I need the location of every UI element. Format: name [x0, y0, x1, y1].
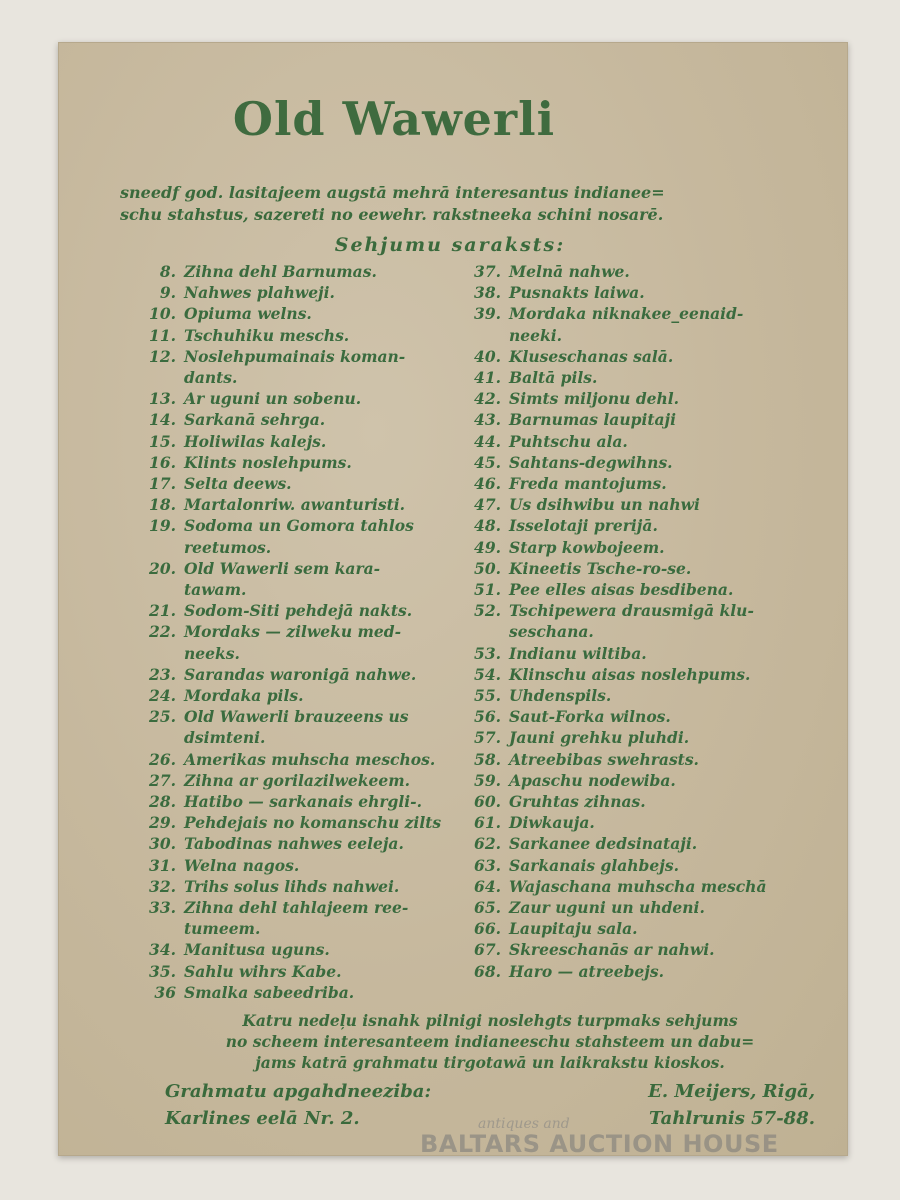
list-item	[465, 877, 767, 896]
list-item-number: 62.	[474, 834, 501, 854]
list-item	[465, 601, 754, 620]
list-item-title: Opiuma welns.	[184, 304, 312, 324]
list-item-number: 17.	[149, 474, 176, 493]
list-item-title: tumeem.	[184, 919, 261, 939]
issue-list-left	[140, 262, 500, 1002]
list-item-number: 29.	[149, 813, 176, 833]
list-item-title: Zaur uguni un uhdeni.	[509, 898, 705, 917]
list-item-number: 13.	[149, 389, 176, 409]
list-item	[140, 601, 412, 620]
list-item	[465, 283, 645, 302]
list-item-number: 31.	[149, 855, 176, 875]
list-item	[465, 644, 647, 663]
list-item	[465, 919, 638, 938]
issue-list-right	[465, 262, 825, 982]
list-item	[140, 559, 380, 578]
list-item-title: Puhtschu ala.	[509, 431, 628, 451]
list-item-number: 60.	[474, 792, 501, 811]
list-item-title: Manitusa uguns.	[184, 940, 330, 960]
list-item-title: Haro — atreebejs.	[509, 961, 665, 981]
list-item	[465, 347, 673, 366]
list-item-title: Ar uguni un sobenu.	[184, 389, 362, 409]
list-item	[140, 898, 408, 917]
list-item-title: Sarkanais glahbejs.	[509, 855, 679, 875]
list-item-continuation	[140, 919, 260, 938]
list-item-title: dsimteni.	[184, 728, 266, 748]
list-item-title: Pee elles aisas besdibena.	[509, 580, 734, 599]
list-item-title: Mordaka niknakee_eenaid-	[509, 304, 744, 324]
list-item-title: Selta deews.	[184, 474, 292, 493]
list-item	[465, 940, 715, 959]
list-item-number: 33.	[149, 898, 176, 917]
list-item-number: 49.	[474, 537, 501, 557]
list-item-number: 38.	[474, 283, 501, 303]
list-item-number: 43.	[474, 410, 501, 430]
list-item-number: 42.	[474, 389, 501, 409]
list-item-title: Smalka sabeedriba.	[184, 982, 355, 1002]
list-item-number: 40.	[474, 346, 501, 366]
list-item	[140, 453, 352, 472]
list-item-number: 51.	[474, 580, 501, 599]
list-item	[140, 410, 325, 429]
list-item-title: Pehdejais no komanschu zilts	[184, 813, 442, 833]
list-item-continuation	[140, 728, 265, 747]
list-item-number: 48.	[474, 516, 501, 536]
list-item-title: Uhdenspils.	[509, 686, 612, 705]
weekly-notice	[165, 1010, 815, 1073]
list-item-title: Tabodinas nahwes eeleja.	[184, 834, 404, 854]
list-item	[140, 834, 404, 853]
list-item	[140, 665, 416, 684]
list-item-title: Wajaschana muhscha meschā	[509, 876, 767, 896]
list-item	[465, 389, 679, 408]
publisher-name: Grahmatu apgahdneeziba:	[165, 1081, 432, 1102]
list-item	[465, 368, 597, 387]
list-item-number: 45.	[474, 452, 501, 472]
list-item	[140, 750, 435, 769]
list-item-number: 12.	[149, 346, 176, 366]
publisher-line-1	[165, 1078, 815, 1105]
list-item	[140, 792, 422, 811]
list-item	[140, 495, 405, 514]
list-item-number: 37.	[474, 262, 501, 281]
list-item-continuation	[140, 580, 246, 599]
list-item-title: Sodoma un Gomora tahlos	[184, 516, 414, 536]
watermark-subtext: antiques and	[478, 1116, 570, 1132]
list-item-number: 68.	[474, 961, 501, 981]
list-item-title: dants.	[184, 368, 238, 387]
list-item	[140, 771, 410, 790]
list-item	[140, 813, 441, 832]
list-item-number: 30.	[149, 834, 176, 854]
list-item	[140, 622, 401, 641]
notice-line: Katru nedeļu isnahk pilnigi noslehgts turpmaks sehjums	[242, 1011, 738, 1030]
list-item-number: 16.	[149, 452, 176, 472]
list-item-number: 61.	[474, 813, 501, 833]
list-item	[140, 474, 292, 493]
list-item-title: Martalonriw. awanturisti.	[184, 495, 406, 515]
list-item-number: 52.	[474, 601, 501, 621]
list-item-title: Skreeschanās ar nahwi.	[509, 940, 715, 960]
list-item-title: Simts miljonu dehl.	[509, 389, 680, 409]
list-item-title: Mordaks — zilweku med-	[184, 622, 402, 642]
list-item-title: Sarkanee dedsinataji.	[509, 834, 698, 854]
list-item-title: Tschuhiku meschs.	[184, 325, 350, 345]
list-item	[465, 771, 676, 790]
list-item-number: 44.	[474, 431, 501, 451]
list-item-title: Sahtans-degwihns.	[509, 452, 673, 472]
list-item-number: 18.	[149, 495, 176, 515]
list-item	[465, 856, 679, 875]
list-item-title: Saut-Forka wilnos.	[509, 707, 671, 727]
list-item-number: 21.	[149, 601, 176, 621]
list-item-title: Klinschu aisas noslehpums.	[509, 664, 751, 684]
list-item	[465, 495, 700, 514]
list-item-number: 9.	[159, 283, 176, 303]
list-item-number: 64.	[474, 876, 501, 896]
list-item-number: 25.	[149, 707, 176, 727]
list-item	[140, 262, 377, 281]
list-item-continuation	[140, 368, 237, 387]
list-item-continuation	[465, 326, 562, 345]
list-item-title: Trihs solus lihds nahwei.	[184, 876, 400, 896]
list-item	[140, 304, 312, 323]
list-item-number: 32.	[149, 876, 176, 896]
list-item-number: 41.	[474, 368, 501, 387]
list-item-title: Barnumas laupitaji	[509, 410, 677, 430]
list-item	[140, 877, 399, 896]
list-item	[465, 262, 630, 281]
list-item	[140, 856, 299, 875]
list-item	[140, 707, 409, 726]
list-item-number: 23.	[149, 664, 176, 684]
list-item-number: 63.	[474, 855, 501, 875]
list-item-title: Us dsihwibu un nahwi	[509, 495, 700, 515]
list-item-title: Pusnakts laiwa.	[509, 283, 645, 303]
list-item-title: Nahwes plahweji.	[184, 283, 335, 303]
series-title: Old Wawerli	[232, 92, 556, 146]
list-item	[465, 686, 611, 705]
list-item-number: 54.	[474, 664, 501, 684]
list-item-title: Jauni grehku pluhdi.	[509, 728, 690, 748]
list-item-number: 24.	[149, 686, 176, 705]
list-item	[465, 750, 699, 769]
list-item	[465, 559, 691, 578]
list-item-title: Welna nagos.	[184, 855, 300, 875]
list-item-continuation	[465, 622, 594, 641]
list-item-title: Diwkauja.	[509, 813, 595, 833]
list-item-title: Sodom-Siti pehdejā nakts.	[184, 601, 413, 621]
intro-line: schu stahstus, sazereti no eewehr. rakstneeka schini nosarē.	[120, 205, 664, 224]
list-item-title: Melnā nahwe.	[509, 262, 630, 281]
list-item-title: tawam.	[184, 580, 247, 599]
list-item	[465, 962, 664, 981]
list-item-title: Baltā pils.	[509, 368, 598, 387]
list-item	[465, 834, 697, 853]
list-item-number: 10.	[149, 304, 176, 324]
list-item	[140, 962, 341, 981]
list-item-title: Old Wawerli sem kara-	[184, 558, 381, 578]
list-item-title: Gruhtas zihnas.	[509, 792, 646, 811]
list-item	[140, 686, 303, 705]
list-item	[465, 453, 673, 472]
list-item	[465, 432, 628, 451]
list-item-number: 58.	[474, 749, 501, 769]
list-item-number: 56.	[474, 707, 501, 727]
list-item	[465, 516, 658, 535]
list-item-number: 11.	[149, 325, 176, 345]
list-item-title: neeks.	[184, 643, 240, 663]
list-item-title: Starp kowbojeem.	[509, 537, 665, 557]
list-item	[140, 389, 361, 408]
list-item-number: 34.	[149, 940, 176, 960]
list-item-number: 14.	[149, 410, 176, 430]
list-item-title: Kluseschanas salā.	[509, 346, 674, 366]
list-item-title: Sahlu wihrs Kabe.	[184, 961, 342, 981]
list-item	[465, 898, 705, 917]
list-item	[465, 580, 733, 599]
list-item-number: 46.	[474, 474, 501, 493]
list-item-number: 28.	[149, 792, 176, 811]
list-item-title: reetumos.	[184, 537, 272, 557]
list-item-number: 50.	[474, 558, 501, 578]
publisher-phone: Tahlrunis 57-88.	[649, 1108, 815, 1129]
list-item-number: 36	[154, 982, 176, 1002]
list-item-number: 19.	[149, 516, 176, 536]
list-item-title: Isselotaji prerijā.	[509, 516, 658, 536]
list-item-number: 47.	[474, 495, 501, 515]
list-item-title: Atreebibas swehrasts.	[509, 749, 699, 769]
list-item	[465, 813, 595, 832]
list-item	[465, 410, 676, 429]
notice-line: jams katrā grahmatu tirgotawā un laikrakstu kioskos.	[255, 1053, 725, 1072]
list-item-title: Zihna ar gorilazilwekeem.	[184, 770, 410, 790]
list-item	[465, 707, 671, 726]
list-item-title: Apaschu nodewiba.	[509, 770, 676, 790]
list-item-number: 66.	[474, 919, 501, 939]
list-item	[465, 474, 667, 493]
list-item	[140, 347, 405, 366]
list-item	[140, 432, 326, 451]
list-item-title: Klints noslehpums.	[184, 452, 352, 472]
list-item-title: Zihna dehl Barnumas.	[184, 262, 377, 281]
list-item-title: Laupitaju sala.	[509, 919, 638, 939]
list-item-number: 65.	[474, 898, 501, 917]
list-item-number: 26.	[149, 749, 176, 769]
list-item-title: neeki.	[509, 325, 563, 345]
list-item-title: Freda mantojums.	[509, 474, 667, 493]
list-item-title: Sarkanā sehrga.	[184, 410, 326, 430]
list-heading: Sehjumu saraksts:	[334, 234, 566, 256]
list-item-number: 55.	[474, 686, 501, 705]
list-item-title: Mordaka pils.	[184, 686, 304, 705]
list-item-title: Kineetis Tsche-ro-se.	[509, 558, 692, 578]
list-item	[465, 665, 750, 684]
list-item-title: Sarandas waronigā nahwe.	[184, 664, 417, 684]
list-item-number: 39.	[474, 304, 501, 324]
list-item-title: Indianu wiltiba.	[509, 643, 647, 663]
list-item-title: Amerikas muhscha meschos.	[184, 749, 436, 769]
list-item-number: 22.	[149, 622, 176, 642]
list-item-number: 15.	[149, 431, 176, 451]
list-item	[140, 940, 330, 959]
list-item-continuation	[140, 538, 271, 557]
list-item	[465, 538, 665, 557]
publisher-address: Karlines eelā Nr. 2.	[165, 1108, 360, 1129]
list-item-number: 67.	[474, 940, 501, 960]
list-item	[465, 304, 743, 323]
list-item-number: 20.	[149, 558, 176, 578]
list-item-number: 27.	[149, 770, 176, 790]
list-item	[140, 516, 414, 535]
list-item	[465, 792, 646, 811]
list-item-number: 35.	[149, 961, 176, 981]
list-item	[140, 326, 349, 345]
list-item-title: Old Wawerli brauzeens us	[184, 707, 409, 727]
list-item-title: seschana.	[509, 622, 594, 642]
list-item-number: 8.	[159, 262, 176, 281]
list-item-title: Hatibo — sarkanais ehrgli-.	[184, 792, 422, 811]
intro-text	[120, 182, 820, 226]
list-item-number: 57.	[474, 728, 501, 748]
watermark: BALTARS AUCTION HOUSE	[420, 1130, 779, 1158]
list-item-title: Tschipewera drausmigā klu-	[509, 601, 754, 621]
list-item-number: 53.	[474, 643, 501, 663]
notice-line: no scheem interesanteem indianeeschu stahsteem un dabu=	[225, 1032, 755, 1051]
list-item	[465, 728, 689, 747]
list-item	[140, 983, 354, 1002]
list-item-number: 59.	[474, 770, 501, 790]
list-item-title: Noslehpumainais koman-	[184, 346, 406, 366]
list-item-title: Holiwilas kalejs.	[184, 431, 327, 451]
publisher-city: E. Meijers, Rigā,	[648, 1081, 815, 1102]
list-item-continuation	[140, 644, 240, 663]
intro-line: sneedf god. lasitajeem augstā mehrā interesantus indianee=	[120, 183, 665, 202]
list-item	[140, 283, 335, 302]
list-item-title: Zihna dehl tahlajeem ree-	[184, 898, 409, 917]
